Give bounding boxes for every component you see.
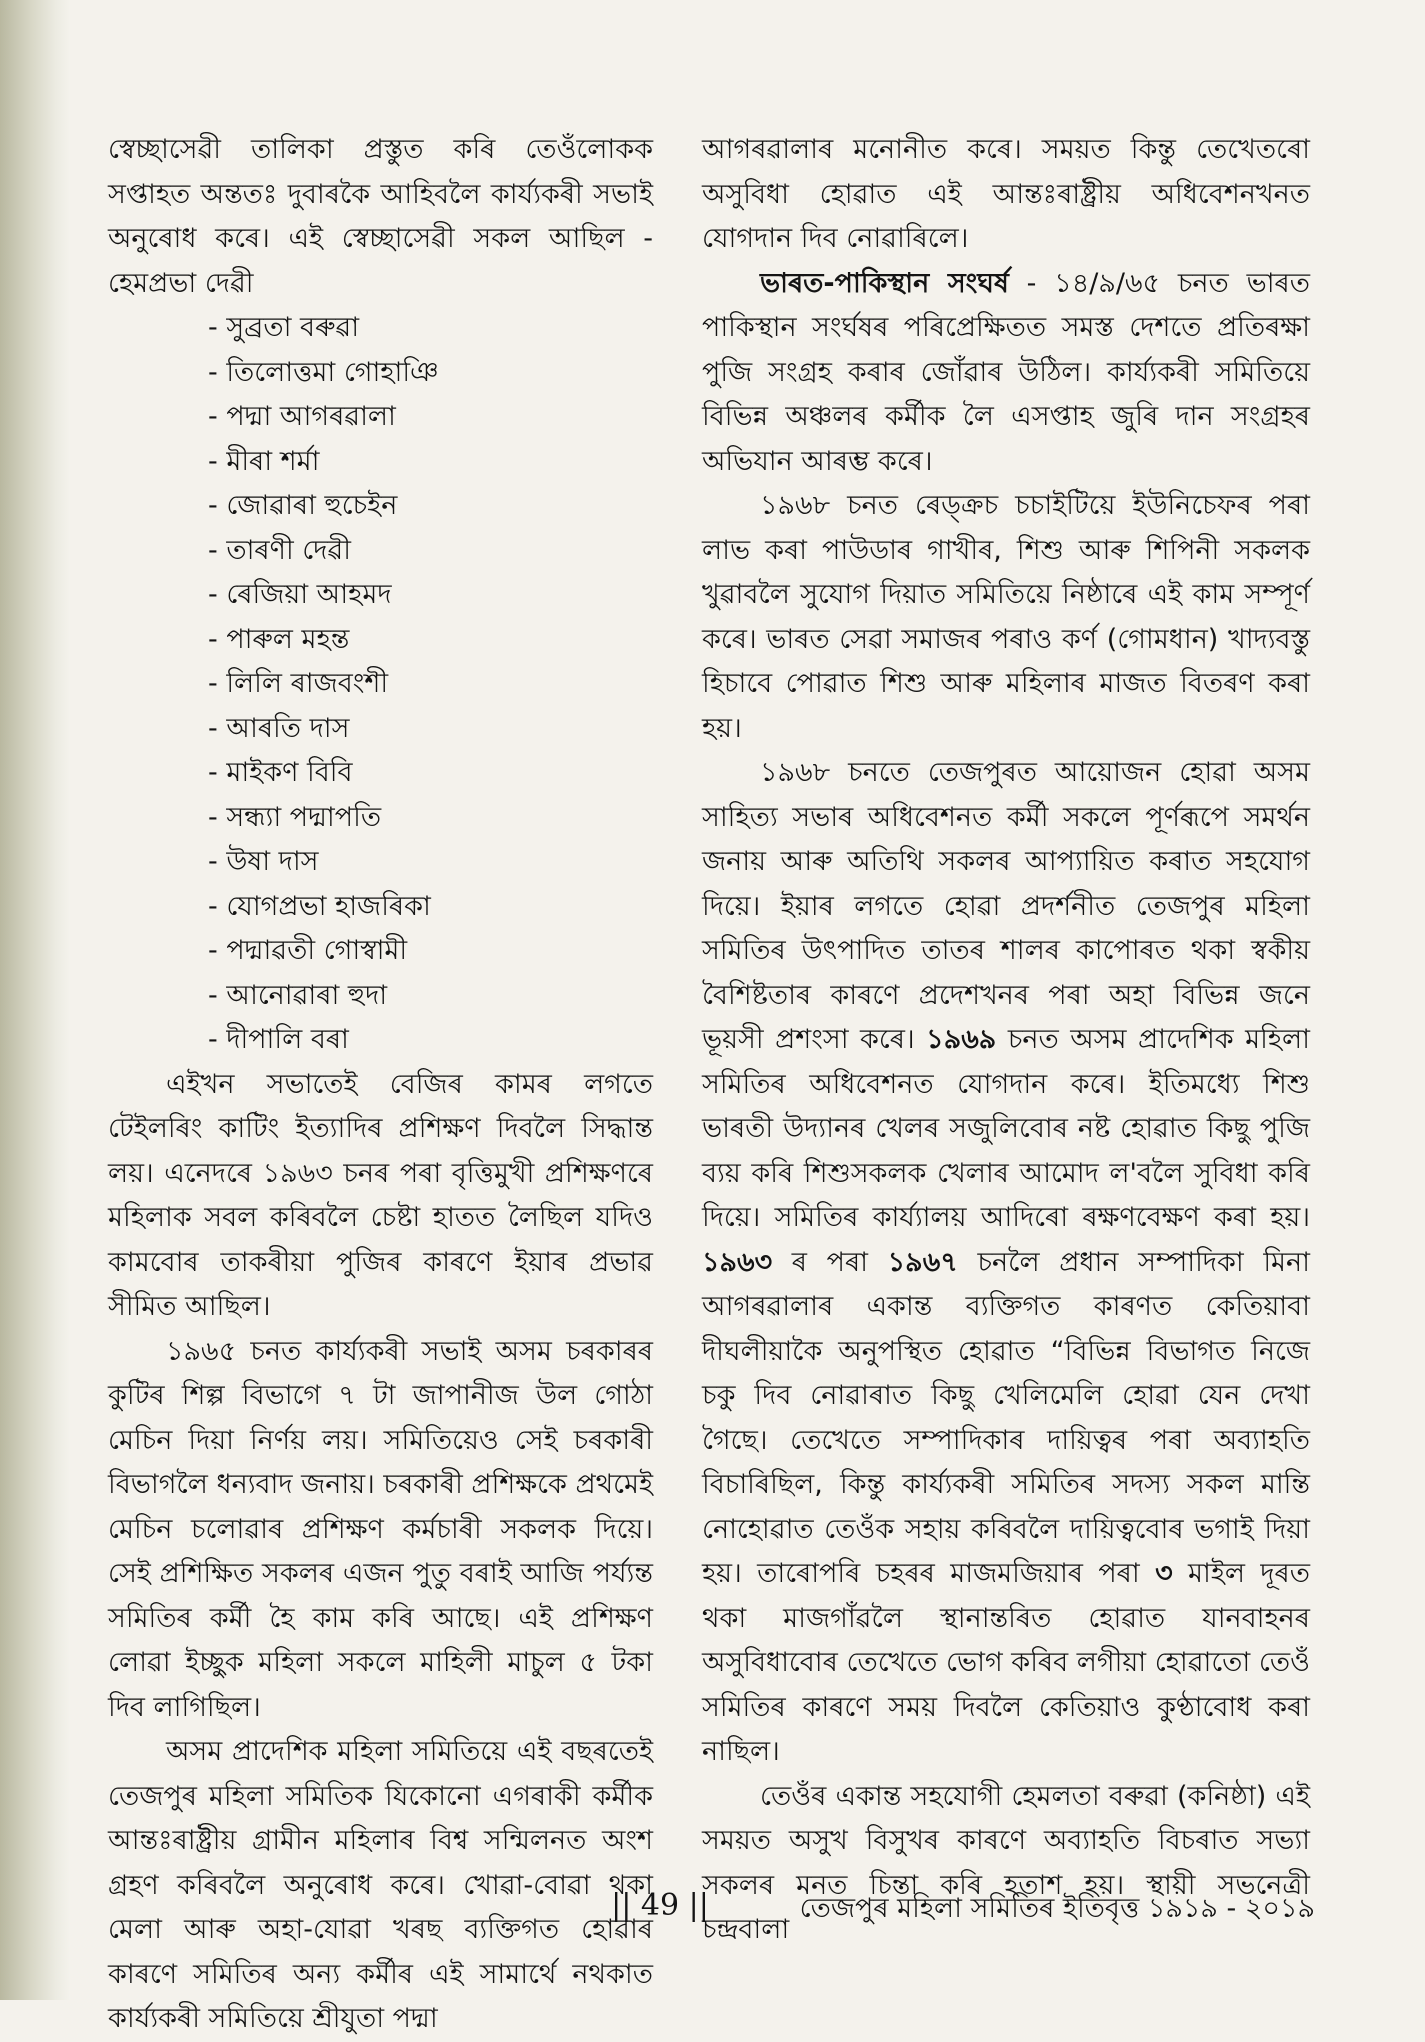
year-1969: ১৯৬৯ xyxy=(926,1024,997,1055)
paragraph-text: ৰ পৰা xyxy=(772,1246,888,1278)
volunteer-name: - উষা দাস xyxy=(208,846,319,877)
volunteer-name: - পদ্মাৱতী গোস্বামী xyxy=(208,935,408,966)
volunteer-name: - সন্ধ্যা পদ্মাপতি xyxy=(208,801,382,833)
volunteer-name: - দীপালি বৰা xyxy=(208,1024,349,1055)
hemlata-paragraph: তেওঁৰ একান্ত সহযোগী হেমলতা বৰুৱা (কনিষ্ঠা) এই সময়ত অসুখ বিসুখৰ কাৰণে অব্যাহতি বিচৰাত সভ্যা সকলৰ মনত চিন্তা কৰি হতাশ হয়। স্থায়ী সভনেত্ৰী চন্দ্ৰবালা xyxy=(702,1780,1310,1945)
indo-pak-paragraph xyxy=(702,262,1310,485)
milk-powder-paragraph: ১৯৬৮ চনত ৰেড্‌ক্ৰচ চচাইটিয়ে ইউনিচেফৰ পৰা লাভ কৰা পাউডাৰ গাখীৰ, শিশু আৰু শিপিনী সকলক খুৱাবলৈ সুযোগ দিয়াত সমিতিয়ে নিষ্ঠাৰে এই কাম সম্পূৰ্ণ কৰে। ভাৰত সেৱা সমাজৰ পৰাও কৰ্ণ (গোমধান) খাদ্যবস্তু হিচাবে পোৱাত শিশু আৰু মহিলাৰ মাজত বিতৰণ কৰা হয়। xyxy=(702,490,1310,744)
page-number: || 49 || xyxy=(611,1888,709,1923)
volunteer-name: - আনোৱাৰা হুদা xyxy=(208,979,388,1011)
volunteer-list xyxy=(108,306,653,1063)
volunteer-name: - ৰেজিয়া আহমদ xyxy=(208,579,392,610)
section-heading: ভাৰত-পাকিস্থান সংঘৰ্ষ xyxy=(760,267,1009,299)
continuation-paragraph: আগৰৱালাৰ মনোনীত কৰে। সময়ত কিন্তু তেখেতৰো অসুবিধা হোৱাত এই আন্তঃৰাষ্ট্ৰীয় অধিবেশনখনত যোগদান দিব নোৱাৰিলে। xyxy=(702,134,1310,254)
sahitya-sabha-paragraph xyxy=(702,751,1310,1775)
volunteer-name: - পাৰুল মহন্ত xyxy=(208,623,350,655)
year-1967: ১৯৬৭ xyxy=(887,1246,958,1278)
volunteer-name: - পদ্মা আগৰৱালা xyxy=(208,401,396,432)
right-column xyxy=(702,128,1310,1953)
indo-pak-text: - ১৪/৯/৬৫ চনত ভাৰত পাকিস্থান সংৰ্ঘষৰ পৰিপ্ৰেক্ষিতত সমস্ত দেশতে প্ৰতিৰক্ষা পুজি সংগ্ৰহ কৰাৰ জোঁৱাৰ উঠিল। কাৰ্য্যকৰী সমিতিয়ে বিভিন্ন অঞ্চলৰ কৰ্মীক লৈ এসপ্তাহ জুৰি দান সংগ্ৰহৰ অভিযান আৰম্ভ কৰে। xyxy=(702,267,1310,477)
volunteer-name: - তাৰণী দেৱী xyxy=(208,534,351,566)
book-title: তেজপুৰ মহিলা সমিতিৰ ইতিবৃত্ত ১৯১৯ - ২০১৯ xyxy=(799,1893,1315,1924)
page-footer xyxy=(0,1888,1425,1938)
paragraph-text: ১৯৬৮ চনতে তেজপুৰত আয়োজন হোৱা অসম সাহিত্য সভাৰ অধিবেশনত কৰ্মী সকলে পূৰ্ণৰূপে সমৰ্থন জনায় আৰু অতিথি সকলৰ আপ্যায়িত কৰাত সহযোগ দিয়ে। ইয়াৰ লগতে হোৱা প্ৰদৰ্শনীত তেজপুৰ মহিলা সমিতিৰ উৎপাদিত তাতৰ শালৰ কাপোৰত থকা স্বকীয় বৈশিষ্টতাৰ কাৰণে প্ৰদেশখনৰ পৰা অহা বিভিন্ন জনে ভূয়সী প্ৰশংসা কৰে। xyxy=(702,757,1310,1055)
distance-number: ৩ xyxy=(1155,1558,1173,1589)
paragraph-text: চনত অসম প্ৰাদেশিক মহিলা সমিতিৰ অধিবেশনত যোগদান কৰে। ইতিমধ্যে শিশু ভাৰতী উদ্যানৰ খেলৰ সজুলিবোৰ নষ্ট হোৱাত কিছু পুজি ব্যয় কৰি শিশুসকলক খেলাৰ আমোদ ল'বলৈ সুবিধা কৰি দিয়ে। সমিতিৰ কাৰ্য্যালয় আদিৰো ৰক্ষণবেক্ষণ কৰা হয়। xyxy=(702,1024,1310,1233)
volunteer-name: - তিলোত্তমা গোহাঞি xyxy=(208,356,439,388)
volunteer-name: - মীৰা শৰ্মা xyxy=(208,445,320,477)
volunteer-name: - জোৱাৰা হুচেইন xyxy=(208,490,398,521)
tailoring-training-paragraph: এইখন সভাতেই বেজিৰ কামৰ লগতে টেইলৰিং কাটিং ইত্যাদিৰ প্ৰশিক্ষণ দিবলৈ সিদ্ধান্ত লয়। এনেদৰে ১৯৬৩ চনৰ পৰা বৃত্তিমুখী প্ৰশিক্ষণৰে মহিলাক সবল কৰিবলৈ চেষ্টা হাতত লৈছিল যদিও কামবোৰ তাকৰীয়া পুজিৰ কাৰণে ইয়াৰ প্ৰভাৱ সীমিত আছিল। xyxy=(108,1068,653,1322)
volunteer-name: - মাইকণ বিবি xyxy=(208,757,353,788)
book-spine-shadow xyxy=(0,0,70,2000)
paragraph-text: মাইল দূৰত থকা মাজগাঁৱলৈ স্থানান্তৰিত হোৱাত যানবাহনৰ অসুবিধাবোৰ তেখেতে ভোগ কৰিব লগীয়া হোৱাতো তেওঁ সমিতিৰ কাৰণে সময় দিবলৈ কেতিয়াও কুণ্ঠাবোধ কৰা নাছিল। xyxy=(702,1558,1310,1767)
volunteer-name: - সুব্ৰতা বৰুৱা xyxy=(208,312,360,343)
left-intro-paragraph: স্বেচ্ছাসেৱী তালিকা প্ৰস্তুত কৰি তেওঁলোকক সপ্তাহত অন্ততঃ দুবাৰকৈ আহিবলৈ কাৰ্য্যকৰী সভাই অনুৰোধ কৰে। এই স্বেচ্ছাসেৱী সকল আছিল - হেমপ্ৰভা দেৱী xyxy=(108,134,653,299)
volunteer-name: - লিলি ৰাজবংশী xyxy=(208,668,389,699)
rural-women-conference-paragraph: অসম প্ৰাদেশিক মহিলা সমিতিয়ে এই বছৰতেই তেজপুৰ মহিলা সমিতিক যিকোনো এগৰাকী কৰ্মীক আন্তঃৰাষ্ট্ৰীয় গ্ৰামীন মহিলাৰ বিশ্ব সন্মিলনত অংশ গ্ৰহণ কৰিবলৈ অনুৰোধ কৰে। খোৱা-বোৱা থকা মেলা আৰু অহা-যোৱা খৰছ ব্যক্তিগত হোৱাৰ কাৰণে সমিতিৰ অন্য কৰ্মীৰ এই সামাৰ্থে নথকাত কাৰ্য্যকৰী সমিতিয়ে শ্ৰীযুতা পদ্মা xyxy=(108,1736,653,2034)
year-1963: ১৯৬৩ xyxy=(702,1246,773,1278)
volunteer-name: - যোগপ্ৰভা হাজৰিকা xyxy=(208,890,431,922)
left-column xyxy=(108,128,653,2042)
paragraph-text: চনলৈ প্ৰধান সম্পাদিকা মিনা আগৰৱালাৰ একান্ত ব্যক্তিগত কাৰণত কেতিয়াবা দীঘলীয়াকৈ অনুপস্থিত হোৱাত “বিভিন্ন বিভাগত নিজে চকু দিব নোৱাৰাত কিছু খেলিমেলি হোৱা যেন দেখা গৈছে। তেখেতে সম্পাদিকাৰ দায়িত্বৰ পৰা অব্যাহতি বিচাৰিছিল, কিন্তু কাৰ্য্যকৰী সমিতিৰ সদস্য সকল মান্তি নোহোৱাত তেওঁক সহায় কৰিবলৈ দায়িত্ববোৰ ভগাই দিয়া হয়। তাৰোপৰি চহৰৰ মাজমজিয়াৰ পৰা xyxy=(702,1246,1310,1589)
wool-machine-paragraph: ১৯৬৫ চনত কাৰ্য্যকৰী সভাই অসম চৰকাৰৰ কুটিৰ শিল্প বিভাগে ৭ টা জাপানীজ উল গোঠা মেচিন দিয়া নিৰ্ণয় লয়। সমিতিয়েও সেই চৰকাৰী বিভাগলৈ ধন্যবাদ জনায়। চৰকাৰী প্ৰশিক্ষকে প্ৰথমেই মেচিন চলোৱাৰ প্ৰশিক্ষণ কৰ্মচাৰী সকলক দিয়ে। সেই প্ৰশিক্ষিত সকলৰ এজন পুতু বৰাই আজি পৰ্য্যন্ত সমিতিৰ কৰ্মী হৈ কাম কৰি আছে। এই প্ৰশিক্ষণ লোৱা ইচ্ছুক মহিলা সকলে মাহিলী মাচুল ৫ টকা দিব লাগিছিল। xyxy=(108,1335,653,1723)
volunteer-name: - আৰতি দাস xyxy=(208,712,350,744)
